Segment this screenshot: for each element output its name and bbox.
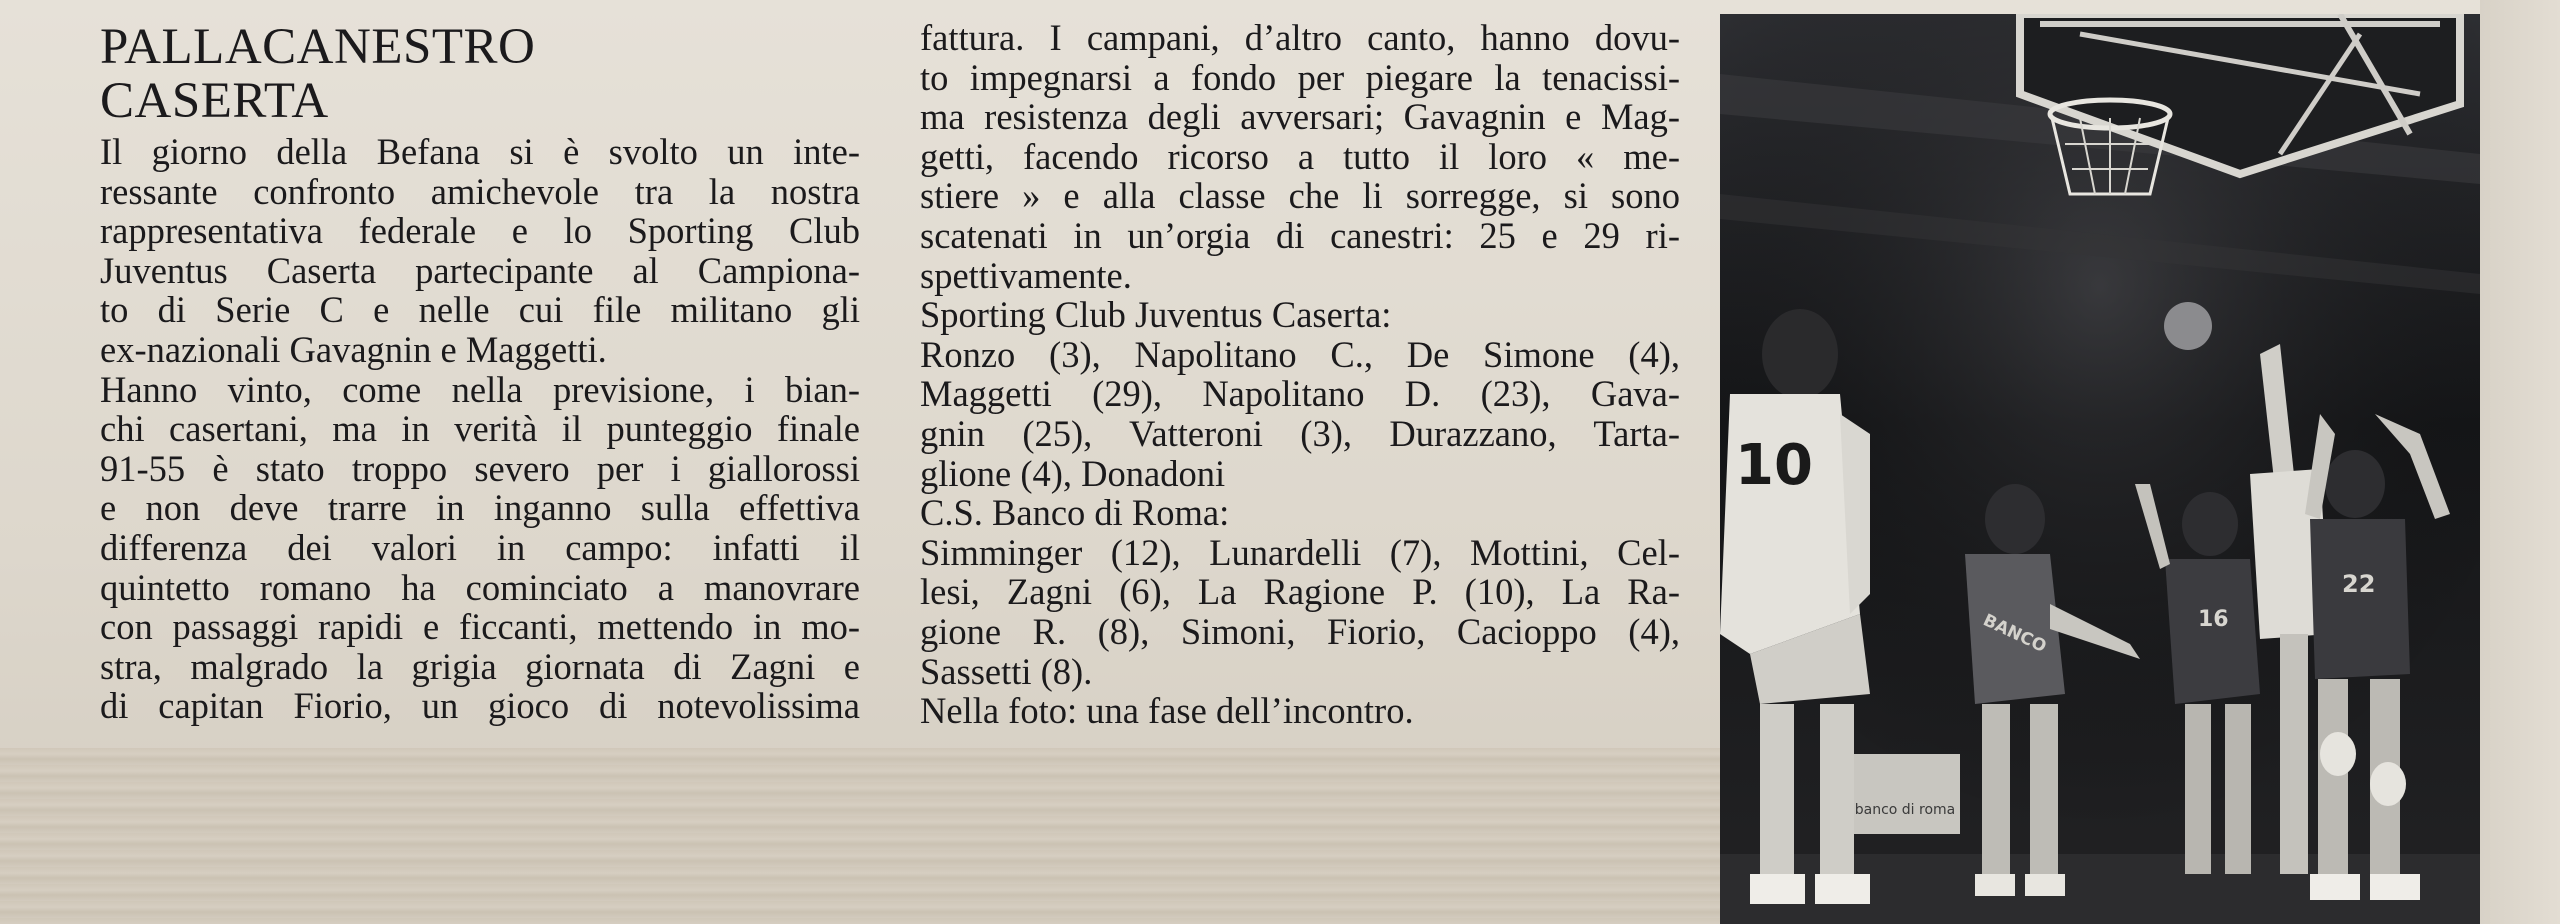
banner-text: banco di roma <box>1854 802 1956 818</box>
article-title <box>100 20 860 128</box>
text-line: fattura. I campani, d’altro canto, hanno dovu- <box>920 17 1680 58</box>
article-column-1 <box>100 18 860 726</box>
text-line: ex-nazionali Gavagnin e Maggetti. <box>100 328 607 370</box>
text-line: to di Serie C e nelle cui file militano gli <box>100 289 860 331</box>
team-heading-roma: C.S. Banco di Roma: <box>920 492 1230 534</box>
text-line: 91-55 è stato troppo severo per i giallorossi <box>100 447 860 489</box>
sponsor-banner <box>1850 754 1960 834</box>
paper-texture <box>0 748 1720 924</box>
page-margin <box>2480 0 2560 924</box>
jersey-number: 22 <box>2342 570 2376 598</box>
text-line: chi casertani, ma in verità il punteggio finale <box>100 408 860 450</box>
jersey-number: 10 <box>1735 433 1813 498</box>
text-line: con passaggi rapidi e ficcanti, mettendo in mo- <box>100 606 860 648</box>
text-line: Hanno vinto, come nella previsione, i bian- <box>100 368 860 410</box>
text-line: di capitan Fiorio, un gioco di notevolissima <box>100 685 860 727</box>
text-line: Maggetti (29), Napolitano D. (23), Gava- <box>920 373 1680 415</box>
jersey-text: BANCO <box>1979 610 2050 657</box>
text-line: e non deve trarre in inganno sulla effettiva <box>100 487 860 529</box>
text-line: Simminger (12), Lunardelli (7), Mottini, Cel- <box>920 531 1680 573</box>
text-line: ressante confronto amichevole tra la nostra <box>100 170 860 212</box>
text-line: gnin (25), Vatteroni (3), Durazzano, Tarta- <box>920 412 1680 454</box>
text-line: quintetto romano ha cominciato a manovrare <box>100 566 860 608</box>
text-line: to impegnarsi a fondo per piegare la tenacissi- <box>920 56 1680 98</box>
basketball-photo <box>1720 14 2480 924</box>
text-line: stiere » e alla classe che li sorregge, si sono <box>920 175 1680 217</box>
title-line-2: CASERTA <box>100 73 329 129</box>
text-line: lesi, Zagni (6), La Ragione P. (10), La Ra- <box>920 571 1680 613</box>
team-heading-caserta: Sporting Club Juventus Caserta: <box>920 294 1392 336</box>
text-line: stra, malgrado la grigia giornata di Zagni e <box>100 645 860 687</box>
text-line: glione (4), Donadoni <box>920 452 1226 494</box>
basketball-icon <box>2164 302 2212 350</box>
text-line: ma resistenza degli avversari; Gavagnin e Mag- <box>920 96 1680 138</box>
text-line: Il giorno della Befana si è svolto un inte- <box>100 131 860 172</box>
photo-illustration <box>1720 14 2480 924</box>
text-line: spettivamente. <box>920 254 1132 296</box>
text-line: Ronzo (3), Napolitano C., De Simone (4), <box>920 333 1680 375</box>
text-line: differenza dei valori in campo: infatti il <box>100 526 860 568</box>
text-line: rappresentativa federale e lo Sporting Club <box>100 210 860 252</box>
text-line: getti, facendo ricorso a tutto il loro « me- <box>920 135 1680 177</box>
jersey-number: 16 <box>2198 607 2229 632</box>
title-line-1: PALLACANESTRO <box>100 19 536 75</box>
text-line: scatenati in un’orgia di canestri: 25 e 29 ri- <box>920 214 1680 256</box>
text-line: gione R. (8), Simoni, Fiorio, Cacioppo (4), <box>920 610 1680 652</box>
photo-caption: Nella foto: una fase dell’incontro. <box>920 690 1414 732</box>
text-line: Sassetti (8). <box>920 650 1093 692</box>
text-line: Juventus Caserta partecipante al Campiona- <box>100 249 860 291</box>
article-column-2 <box>920 18 1680 731</box>
